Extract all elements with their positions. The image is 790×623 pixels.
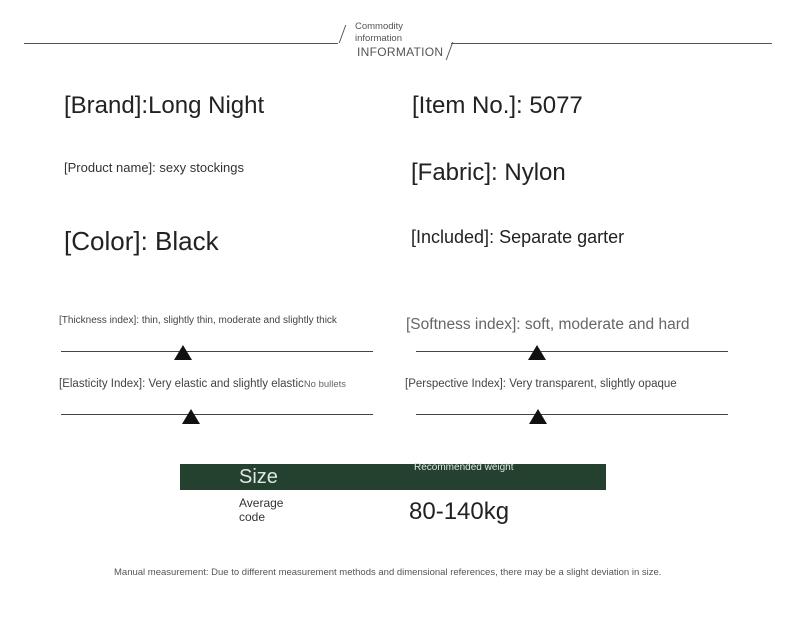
spec-item-no-value: 5077 [529,92,583,119]
spec-item-no [412,92,583,120]
spec-included-label: [Included] [411,227,490,247]
elasticity-index-track [61,414,373,415]
perspective-index-marker [529,409,547,424]
spec-color-value: Black [155,226,219,256]
perspective-index-track [416,414,728,415]
elasticity-index-label [59,378,346,390]
spec-included-sep: : [489,227,495,247]
spec-color-label: [Color] [64,226,141,256]
spec-product-name-sep: : [152,160,156,175]
header-slash-left [339,25,347,43]
softness-index-track [416,351,728,352]
size-row-label: Average code [239,496,284,524]
spec-brand-sep: : [141,92,149,119]
measurement-note: Manual measurement: Due to different measurement methods and dimensional references, there may be a slight deviation in size. [114,567,662,578]
header-slash-right [446,42,454,60]
spec-fabric-label: [Fabric] [411,159,492,186]
spec-brand-label: [Brand] [64,92,142,119]
spec-brand [64,92,264,120]
perspective-index-label: [Perspective Index]: Very transparent, slightly opaque [405,378,677,390]
spec-fabric [411,159,566,187]
spec-brand-value: Long Night [148,92,265,119]
spec-item-no-sep: : [516,92,523,119]
size-recommended-weight: Recommended weight [414,462,514,473]
header-rule-left [24,43,338,44]
spec-color-sep: : [140,226,148,256]
size-title: Size [239,466,278,488]
spec-product-name-label: [Product name] [64,160,153,175]
softness-index-marker [528,345,546,360]
header-label-line1: Commodity [355,21,404,32]
thickness-index-marker [174,345,192,360]
spec-product-name-value: sexy stockings [159,160,244,175]
thickness-index-label: [Thickness index]: thin, slightly thin, moderate and slightly thick [59,315,337,326]
elasticity-index-note: No bullets [303,379,347,390]
spec-product-name [64,160,244,175]
elasticity-index-marker [182,409,200,424]
header-title: INFORMATION [357,45,444,59]
spec-color [64,226,219,257]
header-rule-right [451,43,772,44]
spec-included [411,227,624,248]
spec-item-no-label: [Item No.] [412,92,517,119]
size-row-value: 80-140kg [409,498,510,525]
thickness-index-track [61,351,373,352]
softness-index-label: [Softness index]: soft, moderate and hard [406,316,690,333]
spec-fabric-value: Nylon [504,159,566,186]
spec-included-value: Separate garter [499,227,625,247]
elasticity-index-text: [Elasticity Index]: Very elastic and slightly elastic [59,378,304,390]
header-label-line2: information [355,33,402,44]
spec-fabric-sep: : [491,159,498,186]
